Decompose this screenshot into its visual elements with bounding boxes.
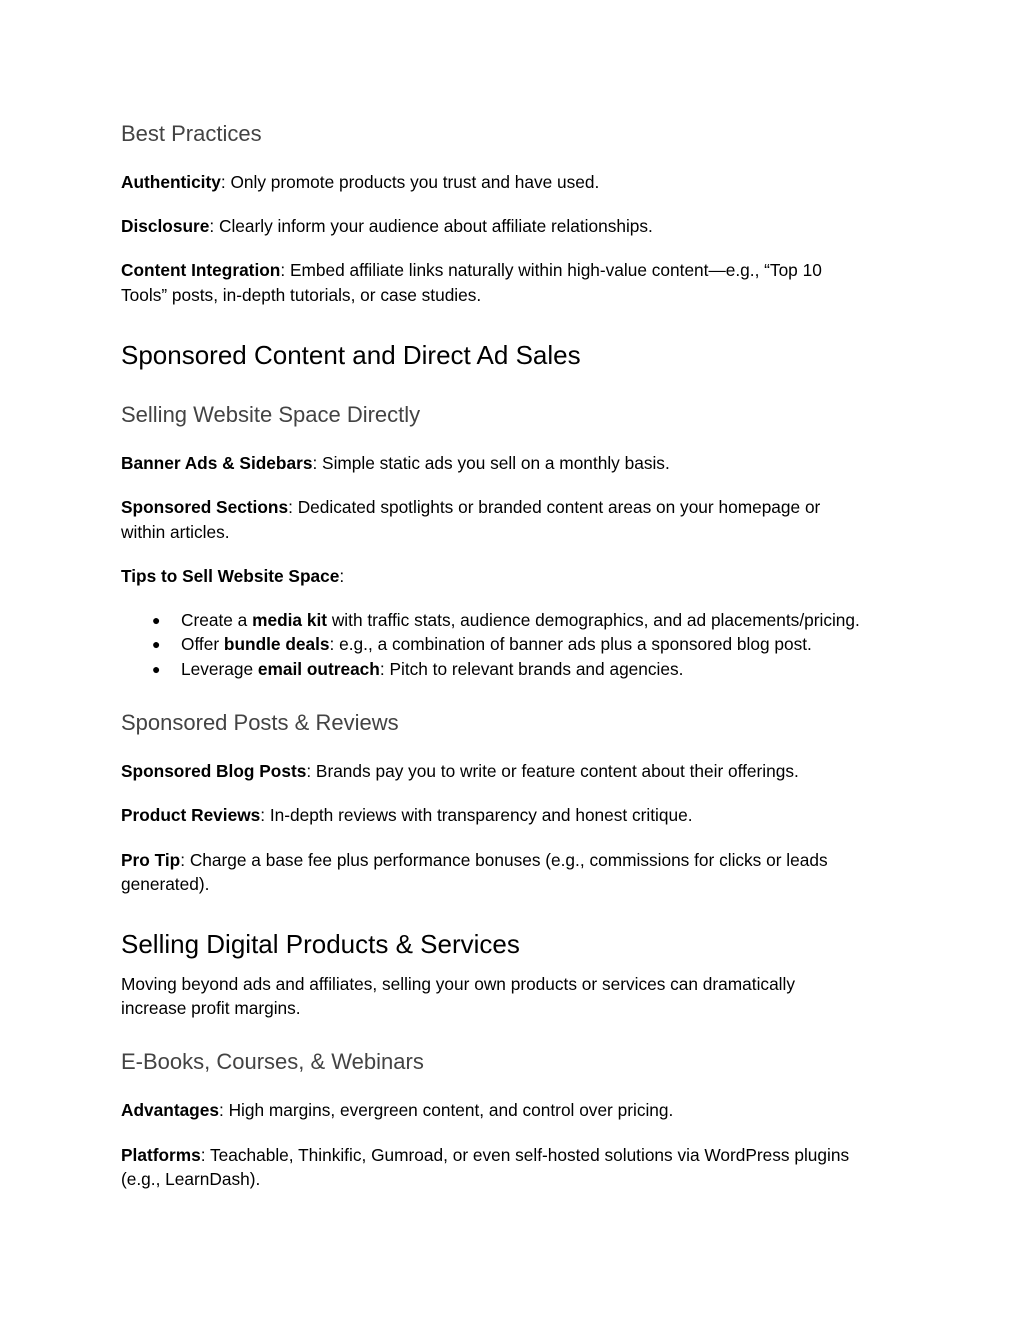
advantages-paragraph	[121, 1098, 673, 1123]
digital-intro-line1: Moving beyond ads and affiliates, selling your own products or services can dramatically	[121, 974, 795, 994]
content-integration-text-line1: : Embed affiliate links naturally within high-value content—e.g., “Top 10	[280, 260, 822, 280]
sponsored-posts-heading: Sponsored Posts & Reviews	[121, 710, 399, 735]
authenticity-paragraph	[121, 170, 599, 195]
digital-intro-line2: increase profit margins.	[121, 998, 301, 1018]
bullet-icon: ●	[152, 636, 161, 652]
disclosure-label: Disclosure	[121, 216, 210, 236]
sponsored-sections-text-line1: : Dedicated spotlights or branded content areas on your homepage or	[288, 497, 821, 517]
sponsored-content-heading: Sponsored Content and Direct Ad Sales	[121, 340, 581, 370]
disclosure-paragraph	[121, 214, 653, 239]
list-item-text: Create a media kit with traffic stats, audience demographics, and ad placements/pricing.	[181, 610, 860, 630]
pro-tip-text-line2: generated).	[121, 874, 210, 894]
selling-website-space-heading: Selling Website Space Directly	[121, 402, 421, 427]
banner-ads-paragraph	[121, 451, 670, 476]
list-item-text: Leverage email outreach: Pitch to relevant brands and agencies.	[181, 659, 684, 679]
best-practices-heading: Best Practices	[121, 121, 262, 146]
advantages-text: : High margins, evergreen content, and control over pricing.	[218, 1100, 674, 1120]
product-reviews-label: Product Reviews	[121, 805, 261, 825]
content-integration-label: Content Integration	[121, 260, 281, 280]
tips-text: :	[339, 566, 345, 586]
sponsored-blog-text: : Brands pay you to write or feature content about their offerings.	[306, 761, 799, 781]
digital-products-heading: Selling Digital Products & Services	[121, 929, 520, 959]
sponsored-sections-paragraph	[121, 495, 820, 520]
platforms-text-line2: (e.g., LearnDash).	[121, 1169, 261, 1189]
product-reviews-paragraph	[121, 803, 693, 828]
tips-label: Tips to Sell Website Space	[121, 566, 340, 586]
sponsored-sections-text-line2: within articles.	[121, 522, 230, 542]
pro-tip-label: Pro Tip	[121, 850, 181, 870]
authenticity-label: Authenticity	[121, 172, 221, 192]
banner-ads-label: Banner Ads & Sidebars	[121, 453, 313, 473]
pro-tip-text-line1: : Charge a base fee plus performance bonuses (e.g., commissions for clicks or leads	[180, 850, 828, 870]
platforms-text-line1: : Teachable, Thinkific, Gumroad, or even self-hosted solutions via WordPress plugins	[200, 1145, 850, 1165]
advantages-label: Advantages	[121, 1100, 219, 1120]
bullet-icon: ●	[152, 661, 161, 677]
banner-ads-text: : Simple static ads you sell on a monthly basis.	[312, 453, 670, 473]
disclosure-text: : Clearly inform your audience about affiliate relationships.	[209, 216, 653, 236]
bullet-icon: ●	[152, 612, 161, 628]
platforms-label: Platforms	[121, 1145, 201, 1165]
list-item-text: Offer bundle deals: e.g., a combination of banner ads plus a sponsored blog post.	[181, 634, 812, 654]
authenticity-text: : Only promote products you trust and have used.	[220, 172, 600, 192]
pro-tip-paragraph	[121, 848, 828, 873]
sponsored-blog-paragraph	[121, 759, 799, 784]
platforms-paragraph	[121, 1143, 849, 1168]
tips-paragraph	[121, 564, 344, 589]
product-reviews-text: : In-depth reviews with transparency and honest critique.	[260, 805, 693, 825]
content-integration-paragraph	[121, 258, 822, 283]
content-integration-text-line2: Tools” posts, in-depth tutorials, or case studies.	[121, 285, 482, 305]
ebooks-heading: E-Books, Courses, & Webinars	[121, 1049, 424, 1074]
sponsored-blog-label: Sponsored Blog Posts	[121, 761, 307, 781]
sponsored-sections-label: Sponsored Sections	[121, 497, 289, 517]
